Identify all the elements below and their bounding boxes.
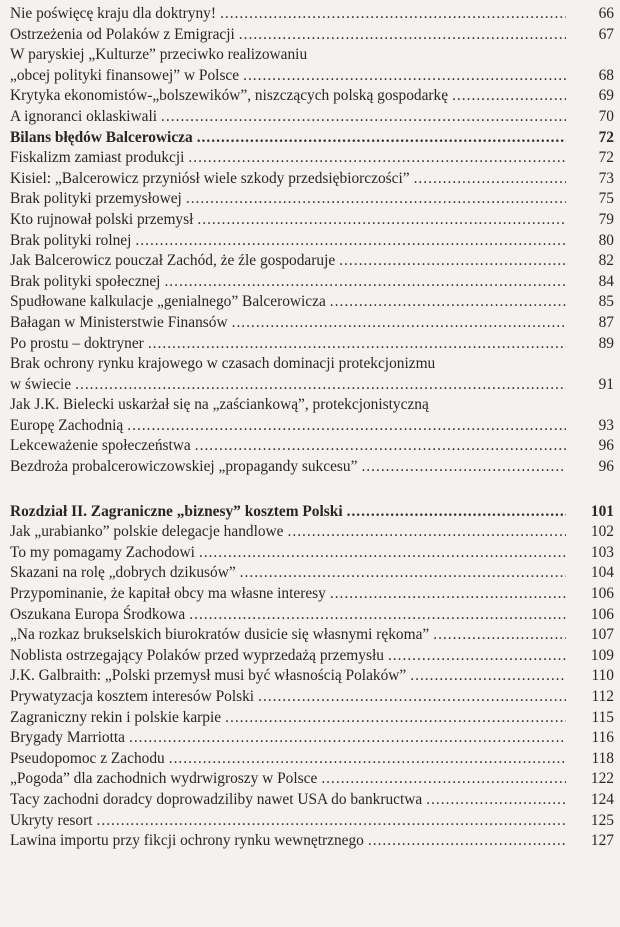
toc-dot-leader (197, 210, 566, 231)
toc-page-number: 66 (598, 5, 614, 22)
toc-entry-title: Pseudopomoc z Zachodu (10, 749, 165, 767)
toc-dot-leader (410, 666, 566, 687)
toc-page-number: 106 (590, 585, 614, 603)
toc-entry (10, 522, 614, 543)
toc-entry (10, 4, 614, 25)
toc-page-number: 109 (590, 646, 614, 664)
toc-page-number: 93 (598, 416, 614, 434)
toc-dot-leader (452, 86, 566, 107)
toc-dot-leader (188, 148, 566, 169)
toc-entry-title: „obcej polityki finansowej” w Polsce (10, 66, 240, 84)
toc-entry-title: Tacy zachodni doradcy doprowadziliby nawet USA do bankructwa (10, 790, 423, 808)
toc-entry (10, 502, 614, 523)
toc-page-number: 68 (598, 66, 614, 84)
toc-page-number: 72 (598, 149, 614, 167)
toc-entry-title: Jak „urabianko” polskie delegacje handlowe (10, 523, 284, 541)
toc-entry-title: Ukryty resort (10, 811, 93, 829)
toc-entry (10, 272, 614, 293)
toc-entry (10, 687, 614, 708)
toc-entry-title: „Pogoda” dla zachodnich wydrwigroszy w Polsce (10, 770, 318, 788)
toc-page-number: 107 (590, 626, 614, 644)
toc-entry-title: Rozdział II. Zagraniczne „biznesy” kosztem Polski (10, 502, 343, 520)
toc-entry-title: Prywatyzacja kosztem interesów Polski (10, 688, 255, 705)
toc-entry (10, 251, 614, 272)
toc-dot-leader (127, 416, 566, 437)
toc-page-number: 101 (590, 502, 614, 520)
toc-dot-leader (243, 66, 566, 87)
toc-entry (10, 563, 614, 584)
toc-entry-title: Brak polityki społecznej (10, 272, 161, 290)
toc-entry (10, 646, 614, 667)
toc-dot-leader (368, 831, 566, 852)
toc-entry (10, 107, 614, 128)
toc-dot-leader (339, 251, 566, 272)
toc-entry (10, 811, 614, 832)
toc-entry-title: Lawina importu przy fikcji ochrony rynku wewnętrznego (10, 832, 364, 850)
toc-section-1 (10, 4, 614, 478)
toc-entry-title: Bilans błędów Balcerowicza (10, 128, 193, 146)
toc-entry (10, 831, 614, 852)
toc-page-number: 110 (591, 667, 614, 685)
toc-dot-leader (330, 584, 566, 605)
toc-dot-leader (225, 708, 566, 729)
toc-entry-title: Fiskalizm zamiast produkcji (10, 149, 185, 167)
toc-entry-title: Krytyka ekonomistów-„bolszewików”, niszczących polską gospodarkę (10, 87, 449, 105)
toc-page-number: 70 (598, 107, 614, 125)
toc-page-number: 102 (590, 523, 614, 541)
toc-dot-leader (195, 436, 566, 457)
toc-entry (10, 128, 614, 149)
toc-page-number: 91 (598, 375, 614, 393)
toc-dot-leader (288, 522, 567, 543)
toc-dot-leader (97, 811, 567, 832)
toc-entry-title: Kisiel: „Balcerowicz przyniósł wiele szkody przedsiębiorczości” (10, 169, 410, 187)
toc-entry-title: Oszukana Europa Środkowa (10, 605, 186, 623)
section-gap (10, 478, 614, 502)
toc-entry (10, 749, 614, 770)
toc-entry-line1 (10, 45, 614, 66)
toc-page-number: 124 (590, 790, 614, 808)
toc-dot-leader (347, 502, 566, 523)
toc-entry-title: Zagraniczny rekin i polskie karpie (10, 708, 222, 726)
toc-entry-title: Brak polityki rolnej (10, 231, 132, 249)
toc-dot-leader (169, 749, 566, 770)
toc-dot-leader (197, 128, 566, 149)
toc-entry-title: Bałagan w Ministerstwie Finansów (10, 313, 228, 331)
toc-page-number: 125 (590, 811, 614, 829)
toc-page-number: 87 (598, 313, 614, 331)
toc-page-number: 84 (598, 272, 614, 290)
toc-entry (10, 313, 614, 334)
toc-entry (10, 584, 614, 605)
toc-dot-leader (232, 313, 566, 334)
toc-dot-leader (388, 646, 566, 667)
toc-entry (10, 436, 614, 457)
toc-entry-title: Bezdroża probalcerowiczowskiej „propagandy sukcesu” (10, 458, 358, 476)
toc-page-number: 79 (598, 210, 614, 228)
toc-dot-leader (161, 107, 566, 128)
toc-page-number: 118 (591, 749, 614, 767)
toc-dot-leader (135, 231, 566, 252)
toc-page-number: 106 (590, 605, 614, 623)
toc-page-number: 96 (598, 437, 614, 455)
toc-dot-leader (199, 543, 566, 564)
toc-entry-title: A ignoranci oklaskiwali (10, 107, 158, 125)
toc-page-number: 112 (591, 688, 614, 705)
toc-entry (10, 375, 614, 396)
toc-entry (10, 231, 614, 252)
toc-page-number: 67 (598, 25, 614, 43)
toc-entry-line1 (10, 354, 614, 375)
toc-dot-leader (220, 4, 566, 25)
toc-entry-title: Brygady Marriotta (10, 729, 125, 747)
toc-entry-title-line1: Jak J.K. Bielecki uskarżał się na „zaściankową”, protekcjonistyczną (10, 396, 429, 414)
toc-entry (10, 769, 614, 790)
toc-entry-title: Skazani na rolę „dobrych dzikusów” (10, 564, 236, 582)
toc-entry (10, 334, 614, 355)
toc-page-number: 75 (598, 190, 614, 208)
toc-entry (10, 543, 614, 564)
toc-page-number: 80 (598, 231, 614, 249)
toc-entry-title: w świecie (10, 375, 72, 393)
toc-page-number: 122 (590, 770, 614, 788)
toc-dot-leader (426, 790, 566, 811)
toc-page-number: 72 (598, 128, 614, 146)
toc-dot-leader (330, 292, 566, 313)
toc-page-number: 104 (590, 564, 614, 582)
toc-entry-title: Nie poświęcę kraju dla doktryny! (10, 5, 217, 22)
toc-entry-title: Ostrzeżenia od Polaków z Emigracji (10, 25, 235, 43)
toc-section-2 (10, 502, 614, 852)
toc-page-number: 116 (591, 729, 614, 747)
toc-entry (10, 25, 614, 46)
toc-entry (10, 416, 614, 437)
toc-entry (10, 169, 614, 190)
toc-entry-title: Kto rujnował polski przemysł (10, 210, 194, 228)
toc-entry (10, 728, 614, 749)
toc-dot-leader (258, 687, 566, 708)
toc-entry-title: To my pomagamy Zachodowi (10, 543, 195, 561)
toc-entry (10, 666, 614, 687)
toc-dot-leader (321, 769, 566, 790)
toc-entry (10, 605, 614, 626)
toc-entry-title: J.K. Galbraith: „Polski przemysł musi być własnością Polaków” (10, 667, 407, 685)
toc-entry (10, 66, 614, 87)
toc-entry-title: Brak polityki przemysłowej (10, 190, 182, 208)
toc-entry (10, 148, 614, 169)
toc-dot-leader (361, 457, 566, 478)
toc-page-number: 85 (598, 293, 614, 311)
toc-entry (10, 457, 614, 478)
toc-entry-title: Spudłowane kalkulacje „genialnego” Balcerowicza (10, 293, 326, 311)
toc-dot-leader (186, 189, 566, 210)
toc-page-number: 82 (598, 252, 614, 270)
toc-dot-leader (240, 563, 566, 584)
toc-entry-title: „Na rozkaz brukselskich biurokratów dusicie się własnymi rękoma” (10, 626, 430, 644)
toc-page-number: 96 (598, 458, 614, 476)
toc-dot-leader (164, 272, 566, 293)
toc-dot-leader (433, 625, 566, 646)
toc-page-number: 89 (598, 334, 614, 352)
toc-entry-title-line1: W paryskiej „Kulturze” przeciwko realizowaniu (10, 46, 308, 64)
toc-page-number: 127 (590, 832, 614, 850)
toc-entry-title: Noblista ostrzegający Polaków przed wyprzedażą przemysłu (10, 646, 384, 664)
toc-page-number: 69 (598, 87, 614, 105)
toc-entry (10, 292, 614, 313)
toc-page-number: 103 (590, 543, 614, 561)
toc-dot-leader (189, 605, 566, 626)
toc-dot-leader (75, 375, 566, 396)
toc-entry (10, 625, 614, 646)
toc-entry-title: Europę Zachodnią (10, 416, 124, 434)
toc-entry (10, 86, 614, 107)
toc-entry-title: Lekceważenie społeczeństwa (10, 437, 191, 455)
toc-entry-title-line1: Brak ochrony rynku krajowego w czasach dominacji protekcjonizmu (10, 355, 436, 373)
toc-dot-leader (414, 169, 566, 190)
toc-dot-leader (129, 728, 566, 749)
toc-entry (10, 189, 614, 210)
toc-entry (10, 790, 614, 811)
toc-page-number: 115 (591, 708, 614, 726)
toc-entry-title: Przypominanie, że kapitał obcy ma własne interesy (10, 585, 326, 603)
toc-entry (10, 708, 614, 729)
toc-dot-leader (148, 334, 566, 355)
toc-entry-title: Po prostu – doktryner (10, 334, 144, 352)
table-of-contents (10, 4, 614, 852)
toc-dot-leader (239, 25, 566, 46)
toc-entry-line1 (10, 395, 614, 416)
toc-entry (10, 210, 614, 231)
toc-page-number: 73 (598, 169, 614, 187)
toc-entry-title: Jak Balcerowicz pouczał Zachód, że źle gospodaruje (10, 252, 336, 270)
